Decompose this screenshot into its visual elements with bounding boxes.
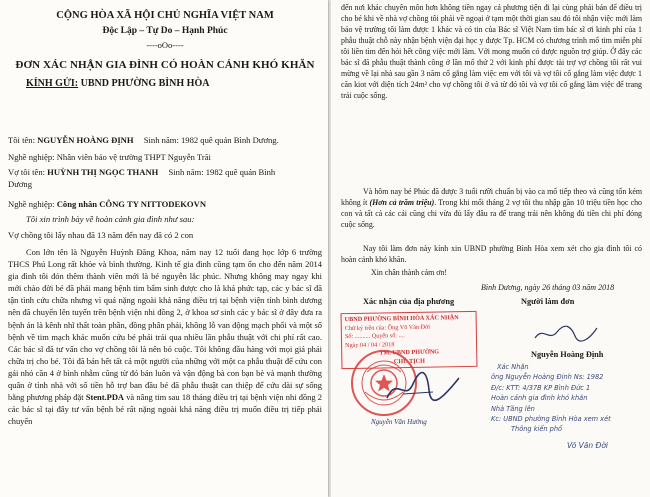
hand-line-4: Hoàn cảnh gia đình khó khăn <box>491 394 588 403</box>
wife-prefix: Vợ tôi tên: <box>8 167 48 177</box>
handwritten-confirmation <box>491 362 647 451</box>
paragraph-r2 <box>341 186 642 230</box>
husband-prefix: Tôi tên: <box>8 135 38 145</box>
stamp-box-title: UBND PHƯỜNG BÌNH HÒA XÁC NHẬN <box>344 314 459 324</box>
paragraph-r2-main: Và hôm nay bé Phúc đã được 3 tuổi rưỡi chuẩn bị vào ca mổ tiếp theo và cũng tốn kém không ít <box>341 187 642 207</box>
sig-right-label: Người làm đơn <box>521 297 575 306</box>
hand-line-3: Đ/c: KTT: 4/37B KP Bình Đức 1 <box>491 383 591 392</box>
stamp-box-line3: Ngày 04 / 04 / 2018 <box>345 340 395 349</box>
applicant-signature-icon <box>531 322 601 346</box>
addressee-label: KÍNH GỬI: <box>26 78 79 89</box>
date-line: Bình Dương, ngày 26 tháng 03 năm 2018 <box>481 283 615 292</box>
addressee <box>26 78 322 91</box>
paragraph-r3: Nay tôi làm đơn này kính xin UBND phường Bình Hòa xem xét cho gia đình tôi có hoàn cảnh khó khăn. <box>341 244 642 264</box>
husband-job: Nghề nghiệp: Nhân viên bảo vệ trường THPT Nguyễn Trãi <box>8 152 211 162</box>
husband-name: NGUYỄN HOÀNG ĐỊNH <box>37 135 134 145</box>
hand-line-6: Kc: UBND phường Bình Hòa xem xét <box>491 415 611 424</box>
wife-job <box>8 198 322 211</box>
hand-line-7: Thông kiến phố <box>511 425 563 434</box>
addressee-value: UBND PHƯỜNG BÌNH HÒA <box>80 78 210 89</box>
right-page <box>331 0 650 497</box>
hand-line-1: Xác Nhận <box>497 363 529 371</box>
paragraph-r1: đến nơi khác chuyên môn hơn không tiền ngay cả phương tiện đi lại cùng phải bán để điều trị cho bé khi về nhà vợ chồng tôi phải về ngoại ở tạm một thời gian sau đó tôi nhận việc mới làm bảo vệ trường tôi làm được 1 khác và có tin của Bác sĩ Việt Nam tìm bác sĩ ơi kinh phí của 1 phẫu thuật chỗ này nhận bệnh viện đại học y được Tp. HCM có chương trình mổ tim miễn phí tôi liền tìm đến hỏi hết công việc mới làm. Với mong muốn có được nguồn trợ giúp. Ở đây các bác sĩ đã phẫu thuật thành công ở lần mổ thứ 2 với kinh phí được tài trợ vợ chồng tôi rất vui mừng về lại nhà sau gần 3 năm cố gắng làm việc em với tôi và vợ tôi cố gắng làm việc được 1 căn kiot với diện tích 24m² cho vợ chồng tôi ở và từ đó tôi và vợ tôi cố gắng làm việc để trang trải cuộc sống. <box>341 3 642 100</box>
hand-line-2: ông Nguyễn Hoàng Định Ns: 1982 <box>491 373 604 382</box>
husband-birth: Sinh năm: 1982 quê quán Bình Dương. <box>143 135 279 145</box>
applicant-name: Nguyễn Hoàng Định <box>531 350 604 359</box>
wife-birth: Sinh năm: 1982 quê quán Bình <box>168 167 276 177</box>
thanks-line: Xin chân thành cảm ơn! <box>371 268 448 277</box>
paragraph-2-bold: Stent.PDA <box>85 392 125 403</box>
paragraph-1: Vợ chồng tôi lấy nhau đã 13 năm đến nay đã có 2 con <box>8 230 194 240</box>
stamp-box-line5: CHỦ TỊCH <box>393 357 425 365</box>
stamp-box-line4: TM. UBND PHƯỜNG <box>379 348 440 357</box>
wife-line <box>8 166 322 179</box>
document-title: ĐƠN XÁC NHẬN GIA ĐÌNH CÓ HOÀN CẢNH KHÓ KHĂN <box>15 59 315 71</box>
header-motto: Độc Lập – Tự Do – Hạnh Phúc <box>102 26 228 36</box>
husband-line <box>8 134 322 147</box>
paragraph-2 <box>8 246 322 497</box>
official-name: Nguyễn Văn Hường <box>371 418 427 426</box>
sig-left-label: Xác nhận của địa phương <box>363 297 455 306</box>
wife-birth-cont: Dương <box>8 179 33 189</box>
paragraph-2-main: Con lớn tên là Nguyễn Huỳnh Đăng Khoa, năm nay 12 tuổi đang học lớp 6 trường THCS Phú Long rất khỏe và bình thường. Kinh tế gia đình cũng tạm ổn cho đến năm 2014 gia đình tôi đón thêm thành viên mới là bé nguyễn lắc phúc. Nhưng không may ngay khi mới chào đời bé đã phải mang bệnh tim bẩm sinh được cho là khá phức tạp, các y bác sĩ đã tận tình cứu chữa nhưng vì quá nặng ngoài khả năng điều trị tại bệnh viện tỉnh bình dương nên đã chuyển lên tuyến trên bệnh viện nhi đồng 2, ở khoa sơ sinh các y bác sĩ ở đây đưa ra bệnh án là kênh nhĩ thất toàn phần, đồng phân phải, không lỗ van động mạch phổi và một số bệnh về tim mạch khác muốn cứu bé phải trải qua nhiều lần phẫu thuật với chi phí rất cao. Các bác sĩ đã tư vấn cho vợ chồng tôi là nên bỏ cuộc. Tôi không đầu hàng với mọi giá phải chữa trị cho bé. Tôi đã bán hết tất cả một người của những với một ca phẫu thuật để cứu con gái nhỏ cần 4 ở bình nhẫm cũng từ đó bán luôn và vận động bà con bạn bè và mạnh thường quân ở tỉnh nhà với số tiền hỗ trợ ban đầu bé đã phẫu thuật can thiệp để cứu dài sự sống bằng phương pháp đặt <box>8 247 322 403</box>
wife-job-value: Công nhân CÔNG TY NITTODEKOVN <box>56 199 207 209</box>
paragraph-r2-end: . Trong khi mổi tháng 2 vợ tôi thu nhập gần 10 triệu tiền học cho con và tất cả các cái cũng chi vừa đủ lấy đâu ra để trang trải nên không đủ tiền chi phí đóng cuộc sống. <box>341 198 642 229</box>
official-signature-icon <box>383 368 463 408</box>
header-divider: ----oOo---- <box>146 40 184 50</box>
wife-name: HUỲNH THỊ NGỌC THANH <box>47 167 159 177</box>
header-nation: CỘNG HÒA XÃ HỘI CHỦ NGHĨA VIỆT NAM <box>56 10 274 21</box>
stamp-box-line1: Chữ ký trên của: Ông Võ Văn Đời <box>344 323 431 332</box>
intro-line: Tôi xin trình bày về hoàn cảnh gia đình như sau: <box>26 214 195 224</box>
wife-job-prefix: Nghề nghiệp: <box>8 199 57 209</box>
paragraph-r2-emph: (Hơn cả trăm triệu) <box>369 198 435 207</box>
hand-signature: Võ Văn Đời <box>567 440 609 450</box>
hand-line-5: Nhà Tầng lên <box>491 404 535 413</box>
paragraph-2-end: và nâng tim sau 18 tháng điều trị tại bệnh viện nhi đồng 2 các bác sĩ tại đây tư vấn bệnh bé rất nặng ngoài khả năng điều trị muốn điều trị tiếp phải chuyển <box>8 392 322 427</box>
stamp-box-line2: Số: .......... Quyển số: .... <box>344 332 405 341</box>
